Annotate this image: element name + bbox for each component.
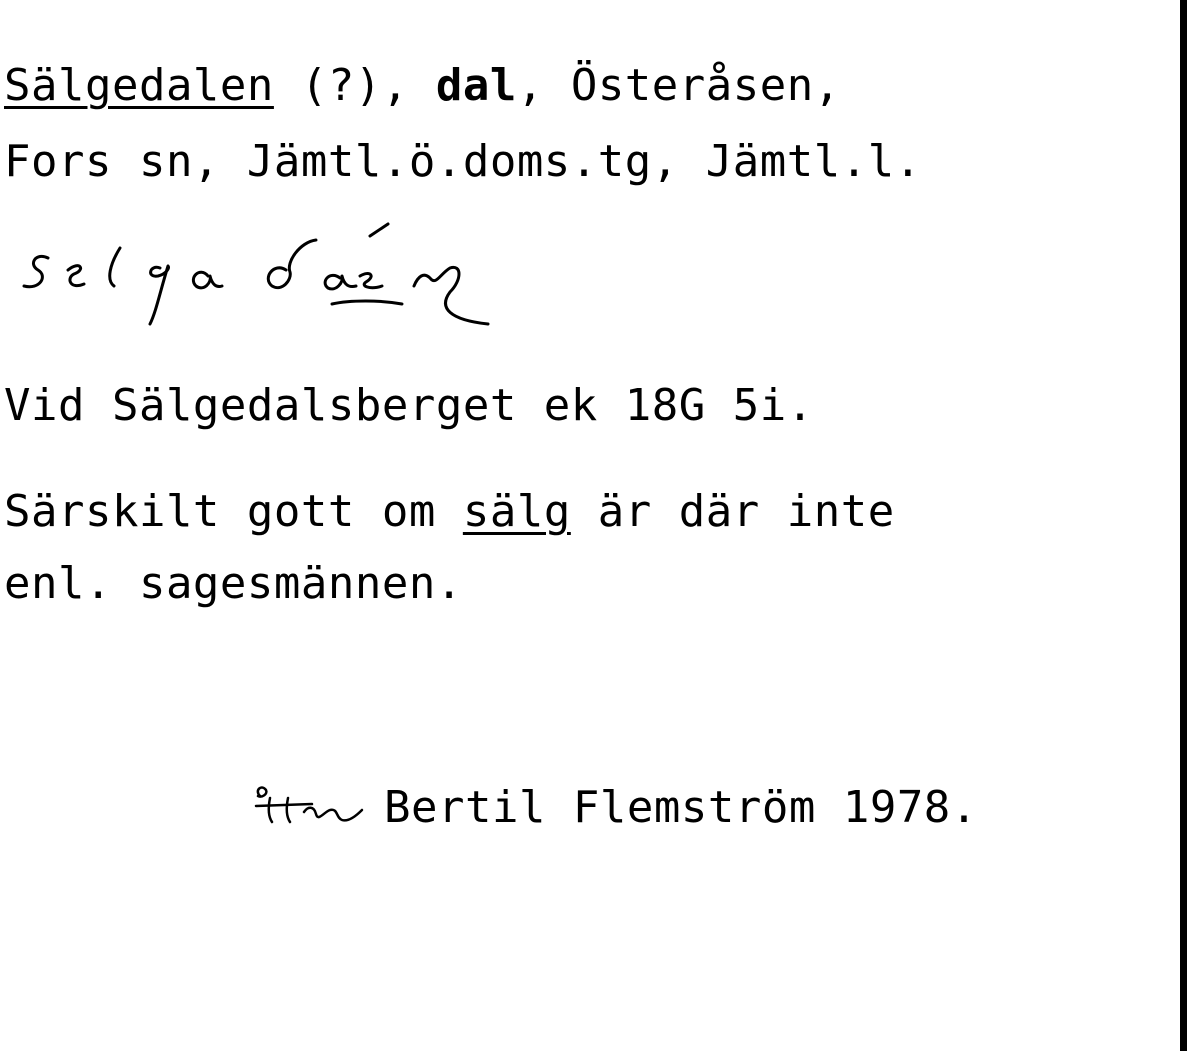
card-edge-border bbox=[1180, 0, 1187, 1051]
remark-text-a: Särskilt gott om bbox=[4, 486, 463, 537]
remark-line-1 bbox=[4, 486, 895, 537]
remark-line-2: enl. sagesmännen. bbox=[4, 558, 463, 609]
heading-location: , Österåsen, bbox=[516, 60, 841, 111]
location-note: Vid Sälgedalsberget ek 18G 5i. bbox=[4, 380, 814, 431]
headword: Sälgedalen bbox=[4, 60, 274, 111]
recorder-signature: Bertil Flemström 1978. bbox=[384, 782, 978, 833]
handwritten-pronunciation bbox=[10, 220, 510, 340]
place-type: dal bbox=[435, 60, 517, 111]
recorder-initials-mark bbox=[252, 782, 364, 832]
parish-line: Fors sn, Jämtl.ö.doms.tg, Jämtl.l. bbox=[4, 136, 922, 187]
heading-qualifier: (?), bbox=[273, 60, 436, 111]
heading-line bbox=[4, 60, 841, 111]
remark-keyword: sälg bbox=[462, 486, 571, 537]
remark-text-b: är där inte bbox=[570, 486, 895, 537]
